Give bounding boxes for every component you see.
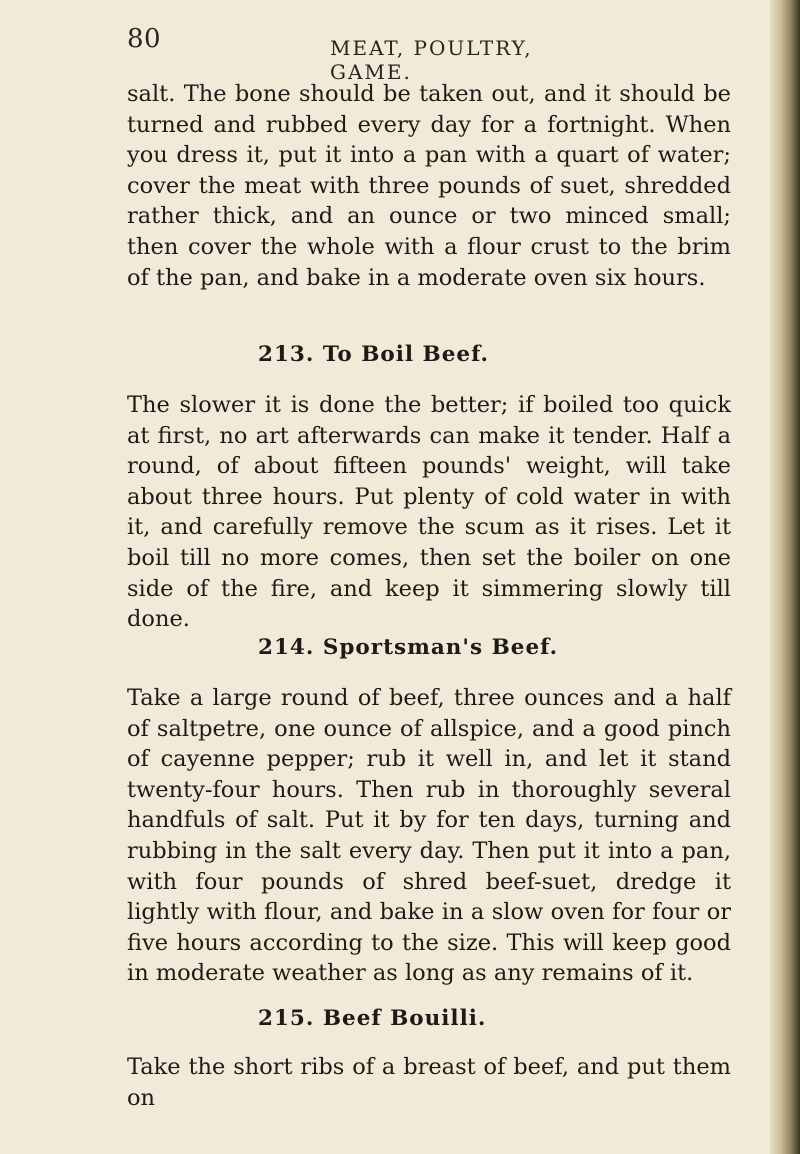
running-head: MEAT, POULTRY, GAME. bbox=[330, 36, 533, 84]
paragraph-to-boil-beef: The slower it is done the better; if boiled too quick at first, no art afterwards can make it tender. Half a round, of about fifteen pounds' weight, will take about three hours. Put plenty of cold water in with it, and carefully remove the scum as it rises. Let it boil till no more comes, then set the boiler on one side of the fire, and keep it simmering slowly till done. bbox=[127, 392, 731, 633]
heading-213-to-boil-beef: 213. To Boil Beef. bbox=[258, 342, 490, 367]
heading-214-sportsmans-beef: 214. Sportsman's Beef. bbox=[258, 635, 559, 660]
page-edge-shadow bbox=[770, 0, 800, 1154]
paragraph-salt-continuation: salt. The bone should be taken out, and it should be turned and rubbed every day for a fortnight. When you dress it, put it into a pan with a quart of water; cover the meat with three pounds of suet, shredded rather thick, and an ounce or two minced small; then cover the whole with a flour crust to the brim of the pan, and bake in a moderate oven six hours. bbox=[127, 81, 731, 291]
page-number: 80 bbox=[127, 24, 162, 54]
paragraph-beef-bouilli: Take the short ribs of a breast of beef, and put them on bbox=[127, 1054, 731, 1111]
paragraph-sportsmans-beef: Take a large round of beef, three ounces and a half of saltpetre, one ounce of allspice, and a good pinch of cayenne pepper; rub it well in, and let it stand twenty-four hours. Then rub in thoroughly several handfuls of salt. Put it by for ten days, turning and rubbing in the salt every day. Then put it into a pan, with four pounds of shred beef-suet, dredge it lightly with flour, and bake in a slow oven for four or five hours according to the size. This will keep good in moderate weather as long as any remains of it. bbox=[127, 685, 731, 987]
heading-215-beef-bouilli: 215. Beef Bouilli. bbox=[258, 1006, 487, 1031]
